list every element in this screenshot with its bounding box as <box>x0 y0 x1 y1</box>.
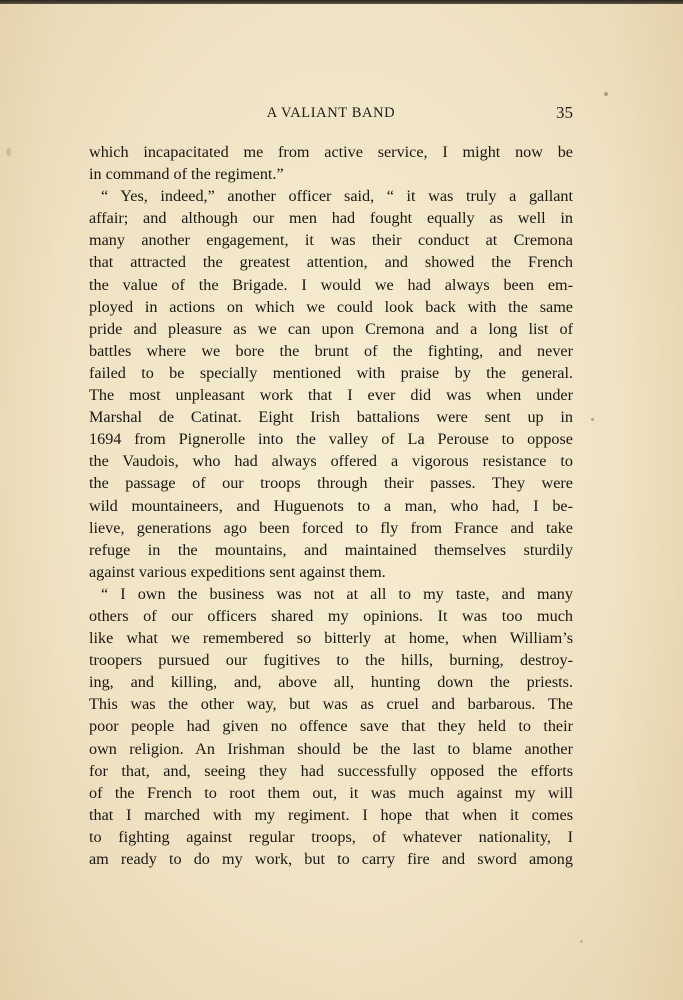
text-line: troopers pursued our fugitives to the hills, burning, destroy- <box>89 651 573 670</box>
text-line: like what we remembered so bitterly at home, when William’s <box>89 629 573 648</box>
text-line: am ready to do my work, but to carry fire and sword among <box>89 850 573 868</box>
text-line: wild mountaineers, and Huguenots to a man, who had, I be- <box>89 496 573 515</box>
body-text <box>89 141 573 870</box>
text-line: ing, and killing, and, above all, hunting down the priests. <box>89 673 573 692</box>
text-line: for that, and, seeing they had successfully opposed the efforts <box>89 761 573 780</box>
text-line: the Vaudois, who had always offered a vigorous resistance to <box>89 452 573 471</box>
text-line: refuge in the mountains, and maintained themselves sturdily <box>89 540 573 559</box>
text-line: “ Yes, indeed,” another officer said, “ it was truly a gallant <box>101 187 573 206</box>
text-line: Marshal de Catinat. Eight Irish battalions were sent up in <box>89 408 573 427</box>
text-line: The most unpleasant work that I ever did was when under <box>89 386 573 405</box>
paper-speck <box>604 92 608 96</box>
text-line: others of our officers shared my opinions. It was too much <box>89 606 573 625</box>
running-title: A VALIANT BAND <box>266 105 396 121</box>
text-line: the passage of our troops through their passes. They were <box>89 474 573 493</box>
text-line: 1694 from Pignerolle into the valley of La Perouse to oppose <box>89 430 573 449</box>
page-top-edge <box>0 0 683 4</box>
text-line: which incapacitated me from active service, I might now be <box>89 143 573 161</box>
text-line: battles where we bore the brunt of the fighting, and never <box>89 341 573 360</box>
text-line: affair; and although our men had fought equally as well in <box>89 209 573 228</box>
page-number: 35 <box>556 103 573 122</box>
text-line: lieve, generations ago been forced to fly from France and take <box>89 518 573 537</box>
paper-speck <box>591 418 594 421</box>
text-line: many another engagement, it was their conduct at Cremona <box>89 231 573 250</box>
text-line: ployed in actions on which we could look back with the same <box>89 297 573 316</box>
text-line: poor people had given no offence save that they held to their <box>89 717 573 736</box>
paper-speck <box>6 148 11 156</box>
text-line: own religion. An Irishman should be the last to blame another <box>89 739 573 758</box>
text-line: pride and pleasure as we can upon Cremona and a long list of <box>89 319 573 338</box>
text-line: of the French to root them out, it was much against my will <box>89 783 573 802</box>
text-line: in command of the regiment.” <box>89 165 284 184</box>
text-line: failed to be specially mentioned with praise by the general. <box>89 363 573 382</box>
text-line: that attracted the greatest attention, and showed the French <box>89 253 573 272</box>
text-line: the value of the Brigade. I would we had always been em- <box>89 275 573 294</box>
text-line: to fighting against regular troops, of whatever nationality, I <box>89 827 573 846</box>
text-line: that I marched with my regiment. I hope that when it comes <box>89 805 573 824</box>
running-header <box>89 103 573 125</box>
text-line: “ I own the business was not at all to my taste, and many <box>101 584 573 603</box>
text-line: against various expeditions sent against them. <box>89 562 386 581</box>
paper-speck <box>580 940 583 943</box>
text-line: This was the other way, but was as cruel and barbarous. The <box>89 695 573 714</box>
